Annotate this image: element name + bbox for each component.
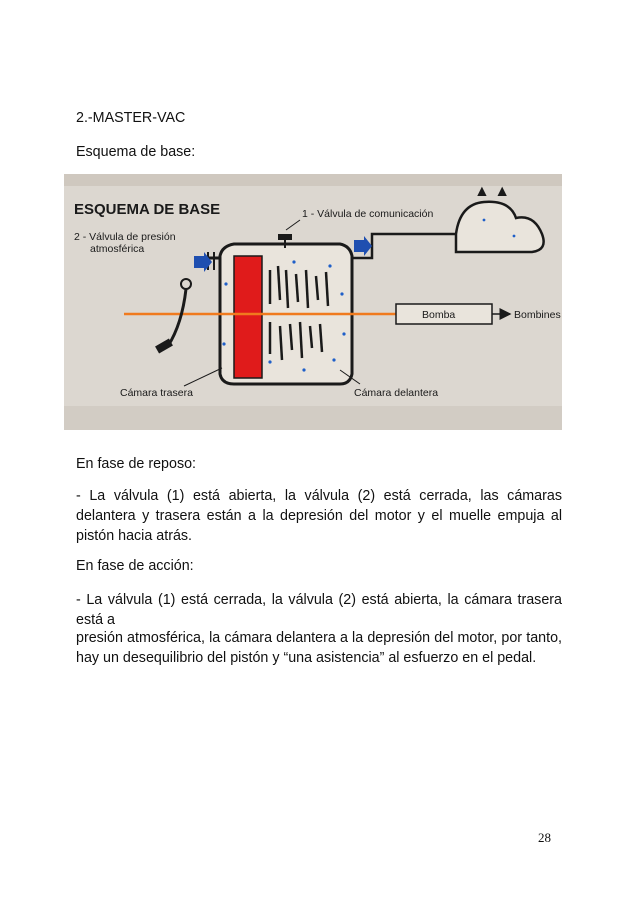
action-phase-text-cont: presión atmosférica, la cámara delantera a la depresión del motor, por tanto, hay un desequilibrio del pistón y “una asistencia” al esfuerzo en el pedal. (76, 630, 562, 666)
page-number: 28 (538, 830, 551, 845)
rest-phase-text: - La válvula (1) está abierta, la válvula (2) está cerrada, las cámaras delantera y trasera están a la depresión del motor y el muelle empuja al pistón hacia atrás. (76, 488, 562, 544)
diagram-title: ESQUEMA DE BASE (74, 201, 221, 218)
cylinders-label: Bombines (514, 309, 561, 321)
valve-2-label-cont: atmosférica (90, 243, 145, 255)
piston (234, 256, 262, 378)
vacuum-direction-arrow (354, 236, 372, 256)
valve-1-leader (286, 220, 300, 230)
diagram-caption: Esquema de base: (76, 144, 196, 160)
rear-chamber-leader (184, 368, 222, 386)
front-chamber-label: Cámara delantera (354, 387, 439, 399)
valve-2-label: 2 - Válvula de presión (74, 231, 176, 243)
engine-manifold (456, 202, 544, 252)
diagram-svg (64, 174, 562, 430)
rest-phase-label: En fase de reposo: (76, 456, 197, 472)
pedal-arm (168, 289, 186, 346)
valve-1-label: 1 - Válvula de comunicación (302, 208, 434, 220)
rear-chamber-label: Cámara trasera (120, 387, 193, 399)
pump-label: Bomba (422, 309, 456, 321)
bottom-band (64, 406, 562, 430)
atmospheric-inlet-arrow (194, 252, 212, 272)
valve-1 (278, 234, 292, 240)
pedal-pivot (181, 279, 191, 289)
action-phase-text: - La válvula (1) está cerrada, la válvula (2) está abierta, la cámara trasera está a (76, 592, 562, 628)
action-phase-label: En fase de acción: (76, 558, 194, 574)
master-vac-diagram (64, 174, 562, 430)
section-heading: 2.-MASTER-VAC (76, 110, 186, 126)
manifold-arrows: ▲ ▲ (474, 183, 511, 200)
